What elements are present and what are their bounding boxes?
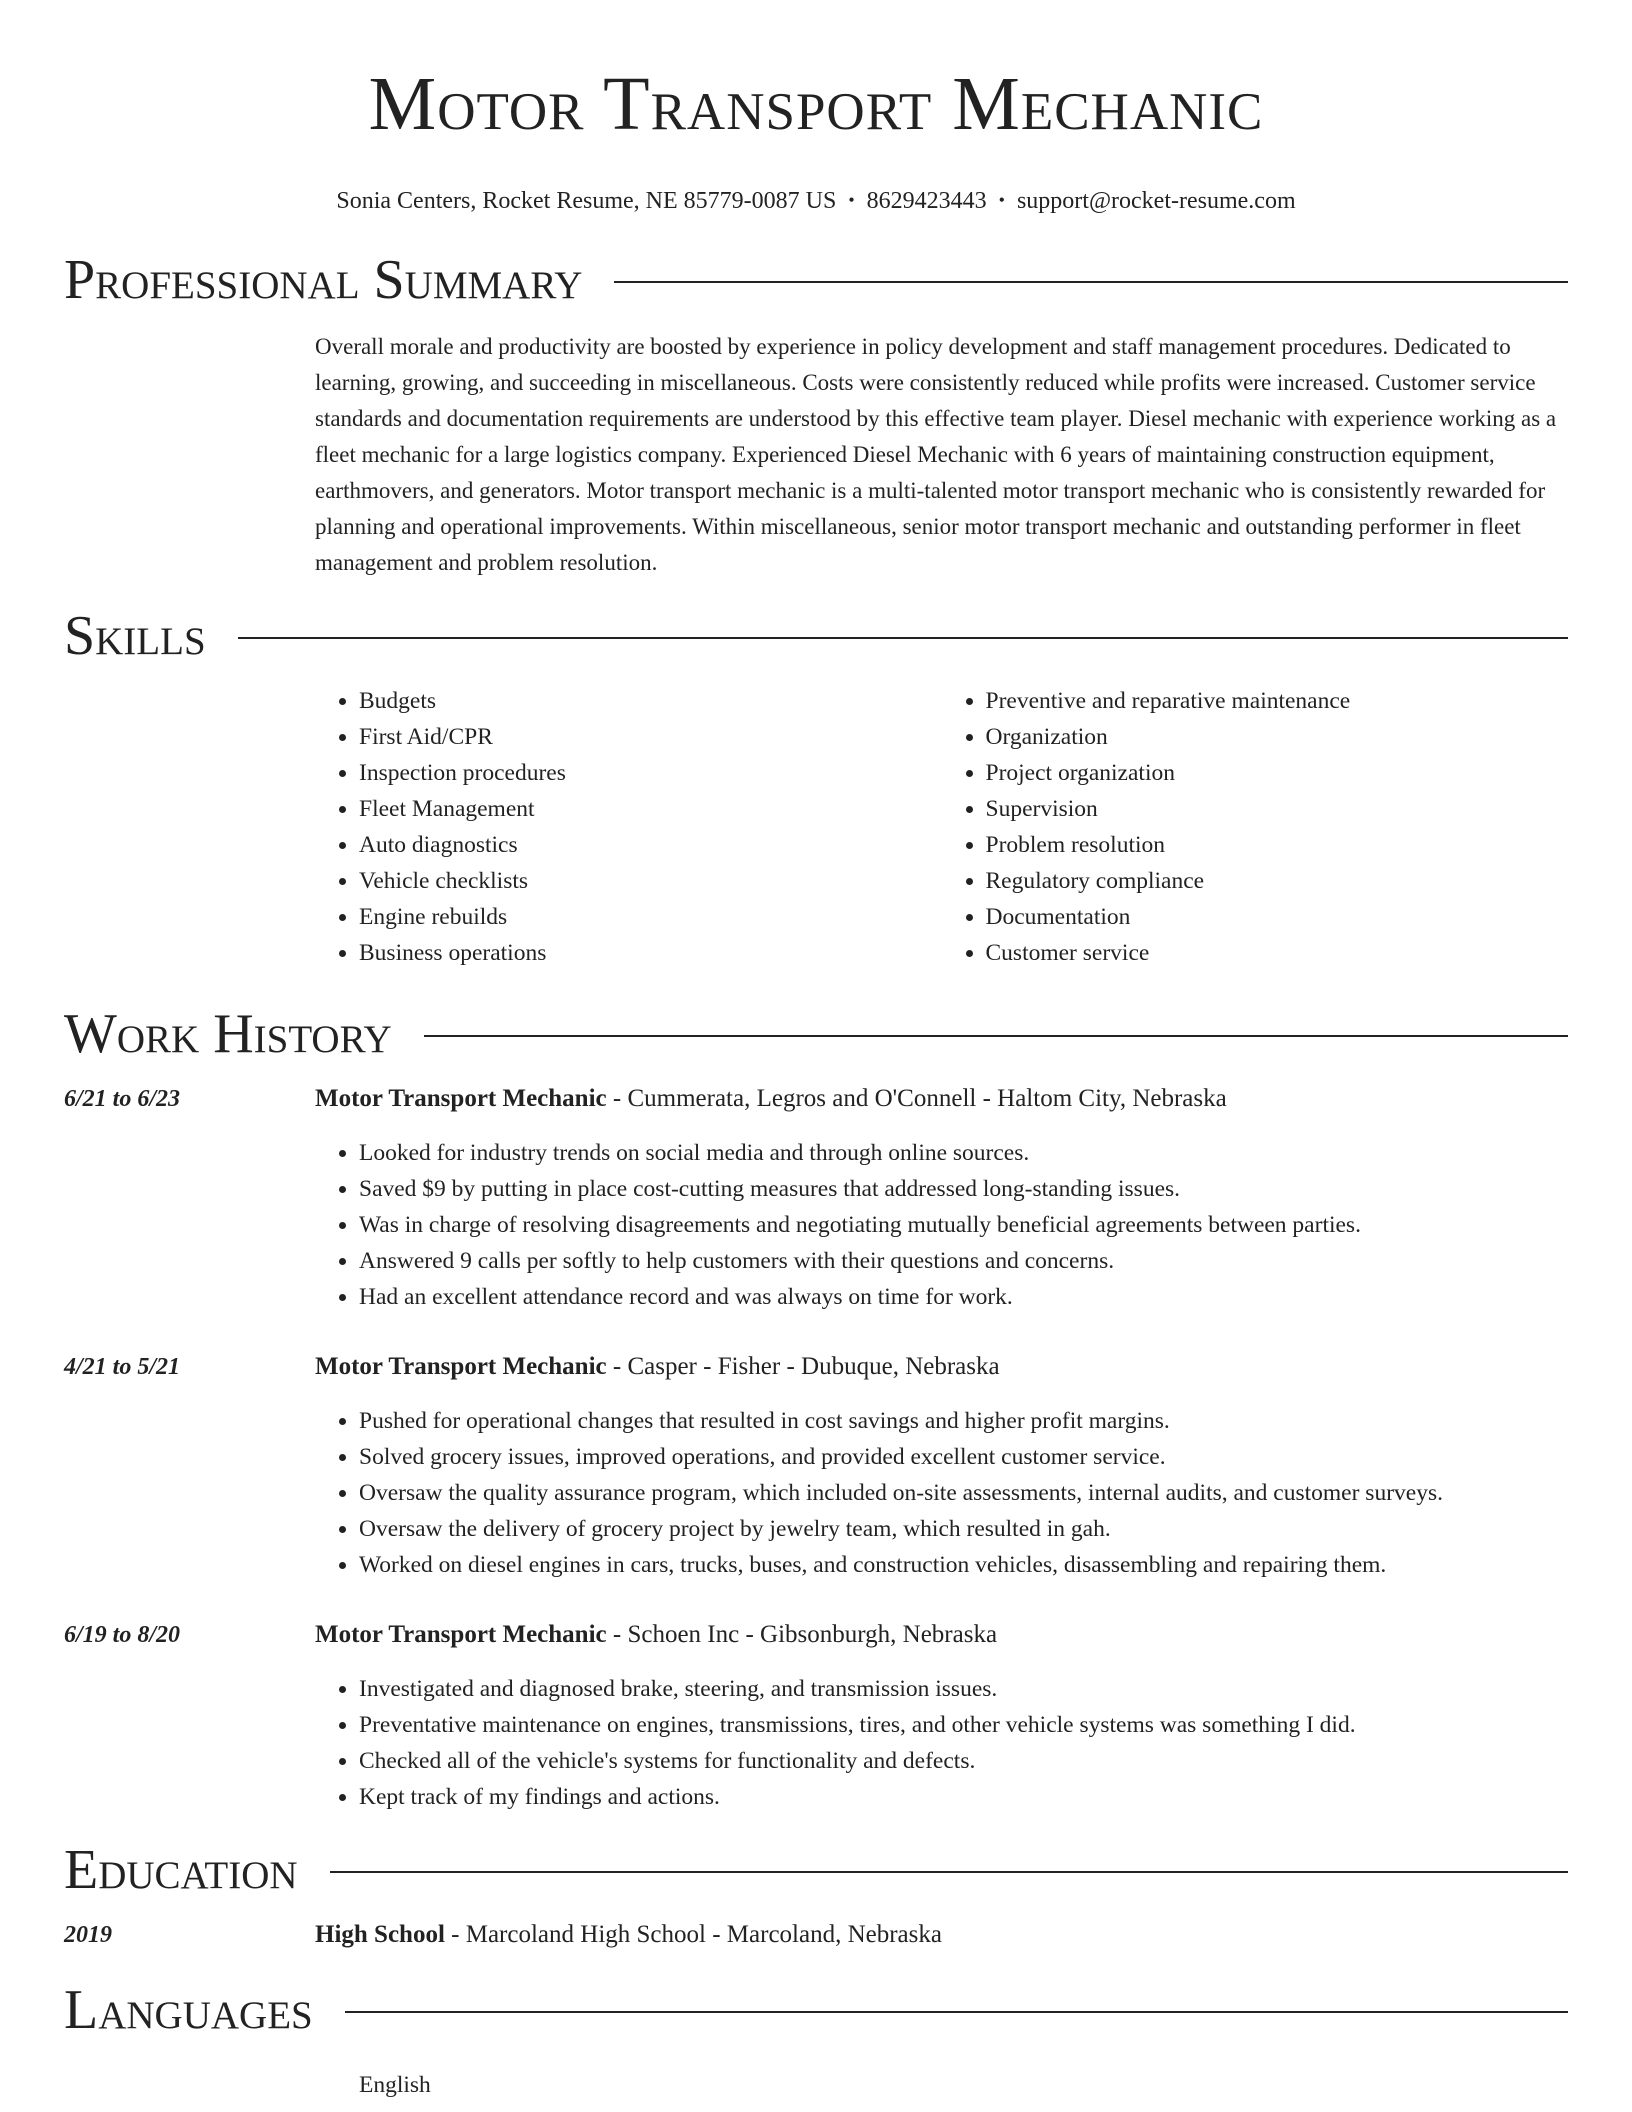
contact-separator: •	[848, 190, 855, 210]
job-bullets	[315, 1671, 1568, 1815]
section-divider	[345, 2011, 1568, 2013]
languages-section-header	[64, 1977, 1568, 2043]
contact-line	[64, 184, 1568, 217]
education-details: - Marcoland High School - Marcoland, Nebraska	[444, 1921, 942, 1948]
language-item: English	[359, 2072, 431, 2098]
job-title: Motor Transport Mechanic	[315, 1621, 607, 1648]
job-details: - Schoen Inc - Gibsonburgh, Nebraska	[606, 1621, 998, 1648]
list-item: • Checked all of the vehicle's systems for functionality and defects.	[359, 1743, 1568, 1779]
job-title: Motor Transport Mechanic	[315, 1085, 607, 1112]
summary-text: Overall morale and productivity are boosted by experience in policy development and staff management procedures. Dedicated to learning, growing, and succeeding in miscellaneous. Costs were consistently reduced while profits were increased. Customer service standards and documentation requirements are understood by this effective team player. Diesel mechanic with experience working as a fleet mechanic for a large logistics company. Experienced Diesel Mechanic with 6 years of maintaining construction equipment, earthmovers, and generators. Motor transport mechanic is a multi-talented motor transport mechanic who is consistently rewarded for planning and operational improvements. Within miscellaneous, senior motor transport mechanic and outstanding performer in fleet management and problem resolution.	[315, 334, 1557, 575]
job-bullets	[315, 1403, 1568, 1583]
contact-email: support@rocket-resume.com	[1016, 188, 1296, 214]
education-degree: High School	[315, 1921, 445, 1948]
skill-item: • Budgets	[359, 683, 942, 719]
job-dates: 6/21 to 6/23	[64, 1086, 181, 1112]
contact-address: Sonia Centers, Rocket Resume, NE 85779-0087 US	[336, 188, 837, 214]
education-section-header	[64, 1837, 1568, 1903]
skill-item: • Organization	[986, 719, 1569, 755]
summary-section-header	[64, 247, 1568, 313]
contact-phone: 8629423443	[866, 188, 987, 214]
list-item: • Answered 9 calls per softly to help customers with their questions and concerns.	[359, 1243, 1568, 1279]
section-divider	[330, 1871, 1568, 1873]
job-entry	[64, 1349, 1568, 1583]
job-bullets	[315, 1135, 1568, 1315]
languages-heading: Languages	[64, 1979, 313, 2041]
skill-item: • Vehicle checklists	[359, 863, 942, 899]
job-entry	[64, 1617, 1568, 1815]
job-details: - Cummerata, Legros and O'Connell - Haltom City, Nebraska	[606, 1085, 1227, 1112]
skill-item: • Documentation	[986, 899, 1569, 935]
list-item: • Looked for industry trends on social media and through online sources.	[359, 1135, 1568, 1171]
skill-item: • Project organization	[986, 755, 1569, 791]
list-item: • Pushed for operational changes that resulted in cost savings and higher profit margins.	[359, 1403, 1568, 1439]
education-heading: Education	[64, 1839, 298, 1901]
skill-item: • Supervision	[986, 791, 1569, 827]
work-heading: Work History	[64, 1003, 392, 1065]
section-divider	[238, 637, 1568, 639]
list-item: • Oversaw the quality assurance program, which included on-site assessments, internal audits, and customer surveys.	[359, 1475, 1568, 1511]
skill-item: • Problem resolution	[986, 827, 1569, 863]
skill-item: • Engine rebuilds	[359, 899, 942, 935]
section-divider	[614, 281, 1568, 283]
skill-item: • Preventive and reparative maintenance	[986, 683, 1569, 719]
skills-section-header	[64, 603, 1568, 669]
skills-grid	[315, 683, 1568, 971]
job-details: - Casper - Fisher - Dubuque, Nebraska	[606, 1353, 1000, 1380]
work-section-header	[64, 1001, 1568, 1067]
section-divider	[424, 1035, 1568, 1037]
languages-list	[315, 2067, 1568, 2103]
skill-item: • Inspection procedures	[359, 755, 942, 791]
resume-name: Motor Transport Mechanic	[368, 62, 1264, 146]
list-item: • Saved $9 by putting in place cost-cutting measures that addressed long-standing issues.	[359, 1171, 1568, 1207]
skill-item: • Fleet Management	[359, 791, 942, 827]
skill-item: • Regulatory compliance	[986, 863, 1569, 899]
list-item: • Preventative maintenance on engines, transmissions, tires, and other vehicle systems was something I did.	[359, 1707, 1568, 1743]
contact-separator: •	[998, 190, 1005, 210]
summary-heading: Professional Summary	[64, 249, 583, 311]
skill-item: • Business operations	[359, 935, 942, 971]
list-item: • Kept track of my findings and actions.	[359, 1779, 1568, 1815]
education-entry	[64, 1917, 1568, 1953]
skills-heading: Skills	[64, 605, 206, 667]
list-item: • Oversaw the delivery of grocery project by jewelry team, which resulted in gah.	[359, 1511, 1568, 1547]
skill-item: • Auto diagnostics	[359, 827, 942, 863]
skill-item: • First Aid/CPR	[359, 719, 942, 755]
skill-item: • Customer service	[986, 935, 1569, 971]
skills-list-right	[942, 683, 1569, 971]
job-dates: 4/21 to 5/21	[64, 1354, 181, 1380]
job-title: Motor Transport Mechanic	[315, 1353, 607, 1380]
job-dates: 6/19 to 8/20	[64, 1622, 181, 1648]
list-item: • Was in charge of resolving disagreements and negotiating mutually beneficial agreements between parties.	[359, 1207, 1568, 1243]
education-year: 2019	[64, 1922, 112, 1948]
list-item: • Worked on diesel engines in cars, trucks, buses, and construction vehicles, disassembling and repairing them.	[359, 1547, 1568, 1583]
list-item: • Investigated and diagnosed brake, steering, and transmission issues.	[359, 1671, 1568, 1707]
job-entry	[64, 1081, 1568, 1315]
skills-list-left	[315, 683, 942, 971]
list-item: • Solved grocery issues, improved operations, and provided excellent customer service.	[359, 1439, 1568, 1475]
list-item: • Had an excellent attendance record and was always on time for work.	[359, 1279, 1568, 1315]
